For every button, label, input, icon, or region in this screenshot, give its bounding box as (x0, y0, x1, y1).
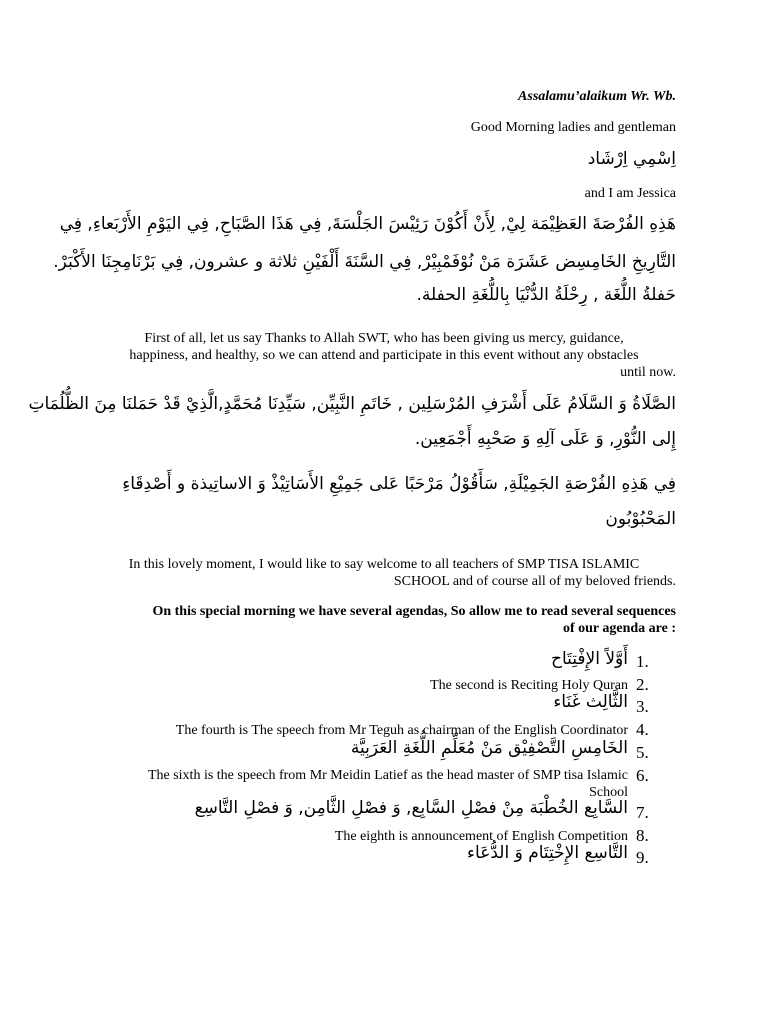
greeting: Assalamu’alaikum Wr. Wb. (518, 89, 676, 104)
agenda-text: The second is Reciting Holy Quran (430, 678, 628, 693)
agenda-number: 8. (636, 826, 649, 845)
agenda-number: 4. (636, 720, 649, 739)
arabic-para2-line2: إِلى النُّوْرِ, وَ عَلَى آلِهِ وَ صَحْبِهِ أَجْمَعِين. (414, 429, 676, 449)
thanks-line2: happiness, and healthy, so we can attend and participate in this event without any obstacles (129, 348, 639, 363)
arabic-para1-line3: حَفلةُ اللُّغَة , رِحْلَةُ الدُّنْيَا بِاللُّغَةِ الحفلة. (416, 285, 676, 305)
agenda-number: 3. (636, 697, 649, 716)
arabic-para3-line1: فِي هَذِهِ الفُرْصَةِ الجَمِيْلَةِ, سَأَقُوْلُ مَرْحَبًا عَلى جَمِيْعِ الأَسَاتِيْذْ وَ الاساتِيذة و أَصْدِقَاءِ (122, 474, 676, 494)
agenda-text: الثَّالِث غَنَاء (553, 692, 628, 712)
and-i-am-line: and I am Jessica (584, 186, 676, 201)
agenda-text: The eighth is announcement of English Competition (334, 829, 628, 844)
welcome-line1: In this lovely moment, I would like to say welcome to all teachers of SMP TISA ISLAMIC (128, 557, 640, 572)
arabic-para1-line1: هَذِهِ الفُرْصَةَ العَظِيْمَة لِيْ, لِأَنْ أَكُوْنَ رَئِيْسَ الجَلْسَةَ, فِي هَذَا الصَّبَاحِ, فِي اليَوْمِ الأَرْبَعاءِ, فِي (59, 214, 676, 234)
agenda-text: التَّاسِع الإِخْتِتَام وَ الدُّعَاء (467, 843, 628, 863)
agenda-text: السَّابِع الخُطْبَة مِنْ فصْلِ السَّابِع, وَ فصْلِ الثَّامِن, وَ فصْلِ التَّاسِع (194, 798, 628, 818)
agenda-number: 7. (636, 803, 649, 822)
arabic-para2-line1: الصَّلَاةُ وَ السَّلَامُ عَلَى أَشْرَفِ المُرْسَلِين , خَاتَمِ النَّبِيِّن, سَيِّدِنَا مُحَمَّدٍ,الَّذِيْ قَدْ حَمَلنَا مِنَ الظُّلُمَاتِ (28, 394, 676, 414)
thanks-line3: until now. (620, 365, 676, 380)
agenda-intro-line1: On this special morning we have several agendas, So allow me to read several sequences (152, 604, 676, 619)
arabic-para3-line2: المَحْبُوْبُون (605, 509, 676, 529)
agenda-text: أَوَّلاً الإِفْتِتَاح (551, 649, 628, 669)
agenda-number: 1. (636, 652, 649, 671)
agenda-number: 2. (636, 675, 649, 694)
good-morning-line: Good Morning ladies and gentleman (470, 120, 676, 135)
ismi-arabic: اِسْمِي اِرْشَاد (587, 149, 676, 169)
thanks-line1: First of all, let us say Thanks to Allah SWT, who has been giving us mercy, guidance, (144, 331, 624, 346)
agenda-intro-line2: of our agenda are : (562, 621, 676, 636)
arabic-para1-line2: التَّارِيخِ الخَامِسِض عَشَرَة مَنْ نُوْفَمْبِيْرْ, فِي السَّنَةَ أَلْفَيْنِ ثلاثة و عشرون, فِي بَرْنَامِجِنَا الأَكْبَرْ. (53, 252, 676, 272)
agenda-number: 5. (636, 743, 649, 762)
agenda-number: 6. (636, 766, 649, 785)
agenda-number: 9. (636, 848, 649, 867)
agenda-text: The sixth is the speech from Mr Meidin Latief as the head master of SMP tisa Islamic (147, 768, 628, 783)
agenda-text: The fourth is The speech from Mr Teguh as chairman of the English Coordinator (175, 723, 628, 738)
agenda-text-continued: School (589, 785, 628, 800)
welcome-line2: SCHOOL and of course all of my beloved friends. (393, 574, 676, 589)
agenda-text: الخَامِسِ التَّصْفِيْق مَنْ مُعَلِّمِ اللُّغَةِ العَرَبِيَّة (350, 738, 628, 758)
